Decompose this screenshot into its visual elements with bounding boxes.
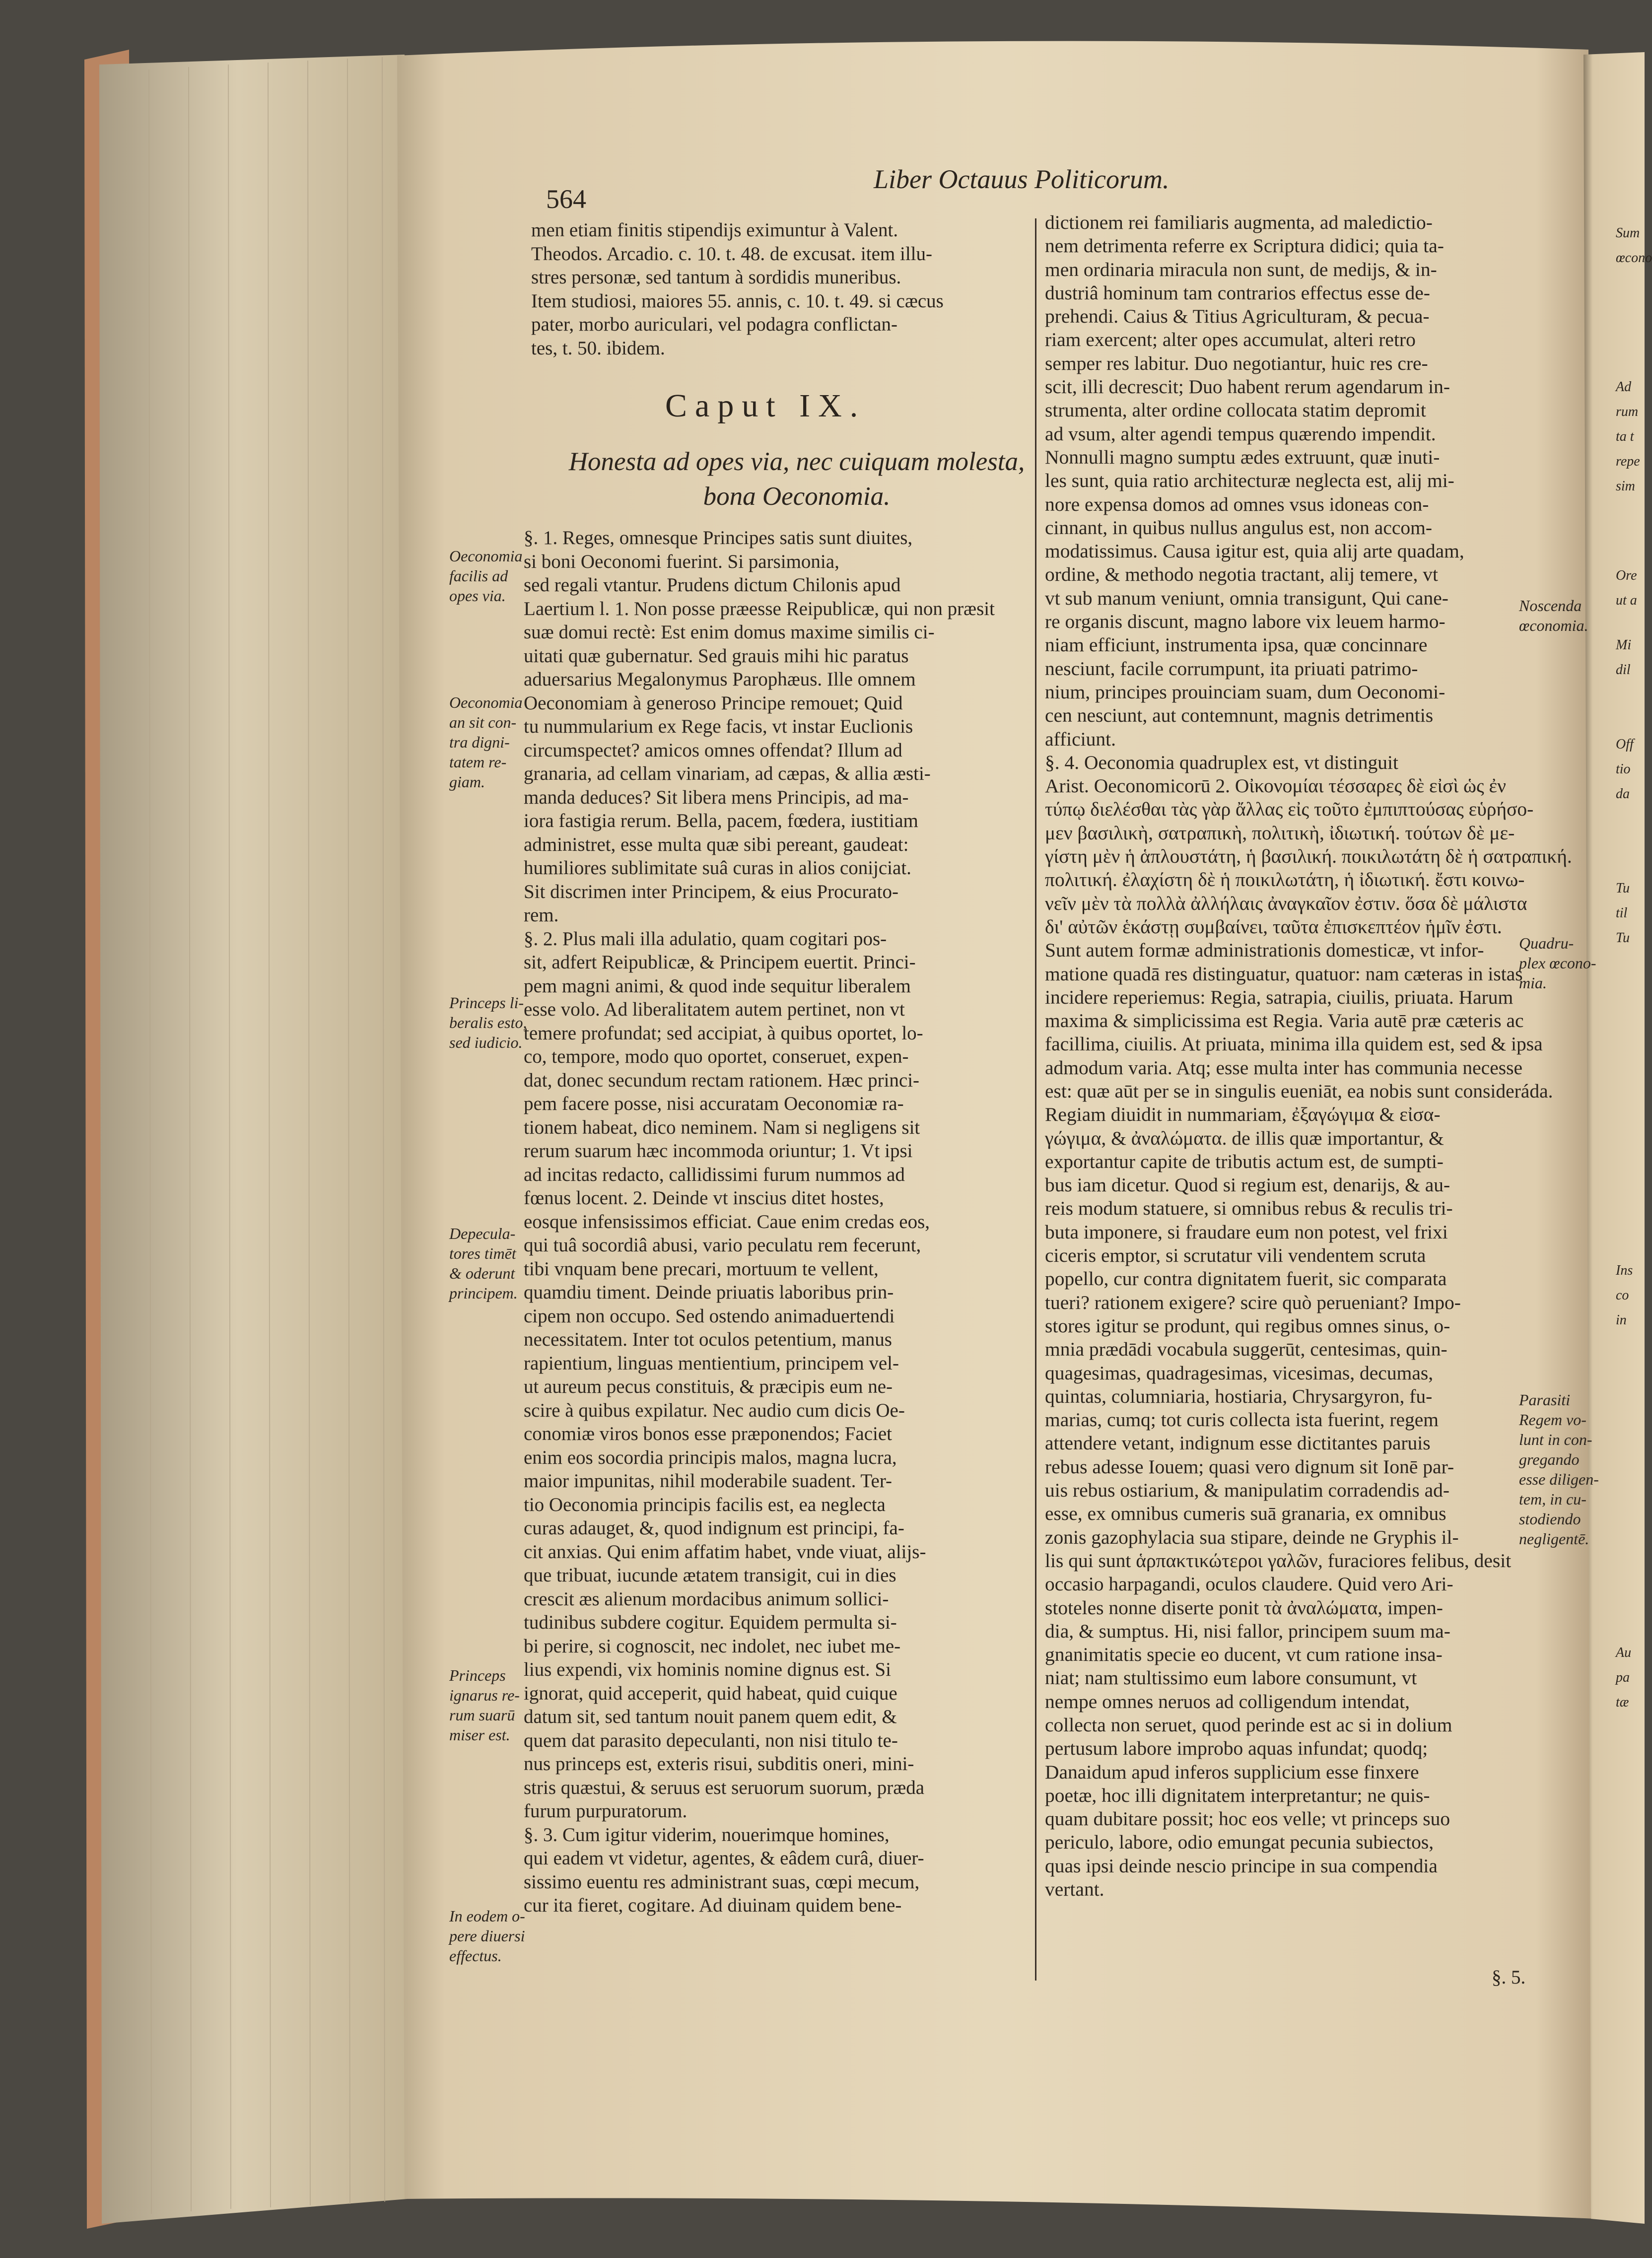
text-line: si boni Oeconomi fuerint. Si parsimonia, (524, 550, 839, 572)
text-line: Arist. Oeconomicorū 2. Οἰκονομίαι τέσσαρες δὲ εἰσὶ ὡς ἐν (1045, 775, 1507, 797)
text-line: men ordinaria miracula non sunt, de medijs, & in- (1045, 258, 1437, 280)
text-line: niam efficiunt, instrumenta ipsa, quæ concinnare (1045, 634, 1428, 656)
text-line: periculo, labore, odio emungat pecunia subiectos, (1045, 1831, 1434, 1853)
text-line: stris quæstui, & seruus est seruorum suorum, præda (524, 1777, 925, 1798)
marginal-note: Princeps ignarus re- rum suarū miser est. (449, 1666, 520, 1744)
marginal-note: Oeconomia facilis ad opes via. (449, 547, 523, 605)
text-line: nore expensa domos ad omnes vsus idoneas con- (1045, 493, 1429, 515)
facing-page-fragment: Ad (1616, 379, 1632, 395)
facing-page-fragment: in (1616, 1312, 1627, 1328)
text-line: semper res labitur. Duo negotiantur, huic res cre- (1045, 352, 1428, 374)
facing-page-fragment: co (1616, 1288, 1629, 1303)
catchword: §. 5. (1492, 1967, 1526, 1988)
text-line: qui tuâ socordiâ abusi, vario peculatu rem fecerunt, (524, 1234, 921, 1256)
text-line: cinnant, in quibus nullus angulus est, non accom- (1045, 516, 1433, 539)
text-line: tudinibus subdere cogitur. Equidem permulta si- (524, 1612, 897, 1633)
marginal-note: Princeps li- beralis esto, sed iudicio. (449, 994, 527, 1051)
text-line: lius expendi, vix hominis nomine dignus est. Si (524, 1659, 891, 1680)
text-line: datum sit, sed tantum nouit panem quem edit, & (524, 1706, 897, 1727)
facing-page-fragment: Mi (1616, 637, 1632, 653)
facing-page-fragment: til (1616, 905, 1628, 921)
text-line: Sit discrimen inter Principem, & eius Procurato- (524, 881, 898, 902)
text-line: nem detrimenta referre ex Scriptura didici; quia ta- (1045, 235, 1444, 257)
text-line: incidere reperiemus: Regia, satrapia, ciuilis, priuata. Harum (1045, 986, 1514, 1008)
marginal-note: Oeconomia an sit con- tra digni- tatem re- giam. (449, 693, 523, 791)
facing-page-fragment: Off (1616, 737, 1634, 752)
marginal-note: Parasiti Regem vo- lunt in con- gregando esse diligen- tem, in cu- stodiendo negligentē. (1519, 1391, 1599, 1548)
text-line: vt sub manum veniunt, omnia transigunt, Qui cane- (1045, 587, 1448, 609)
text-line: admodum varia. Atq; esse multa inter has communia necesse (1045, 1056, 1523, 1079)
facing-page-fragment: Au (1616, 1645, 1632, 1660)
text-line: ciceris emptor, si scrutatur vili vendentem scruta (1045, 1244, 1426, 1267)
text-line: quamdiu timent. Deinde priuatis laboribus prin- (524, 1282, 894, 1303)
text-line: quam dubitare possit; hoc eos velle; vt princeps suo (1045, 1808, 1450, 1830)
text-line: nesciunt, facile corrumpunt, ita priuati patrimo- (1045, 657, 1418, 680)
text-line: tes, t. 50. ibidem. (531, 337, 665, 359)
text-line: γώγιμα, & ἀναλώματα. de illis quæ importantur, & (1045, 1127, 1444, 1149)
text-line: tueri? rationem exigere? scire quò perueniant? Impo- (1045, 1291, 1461, 1313)
text-line: νεῖν μὲν τὰ πολλὰ ἀλλήλαις ἀναγκαῖον ἐστιν. ὅσα δὲ μάλιστα (1045, 892, 1527, 914)
text-line: ut aureum pecus constituis, & præcipis eum ne- (524, 1376, 893, 1397)
text-line: reis modum statuere, si omnibus rebus & reculis tri- (1045, 1197, 1453, 1220)
text-line: marias, cumq; tot curis collecta ista fuerint, regem (1045, 1409, 1439, 1431)
facing-page-fragment: Ore (1616, 568, 1637, 583)
facing-page-fragment: œcono (1616, 250, 1652, 266)
text-line: sissimo euentu res administrant suas, cœpi mecum, (524, 1871, 920, 1893)
text-line: scire à quibus expilatur. Nec audio cum dicis Oe- (524, 1399, 905, 1421)
text-line: πολιτική. ἐλαχίστη δὲ ἡ ποικιλωτάτη, ἡ ἰδιωτική. ἔστι κοινω- (1045, 869, 1525, 891)
text-line: buta imponere, si fraudare eum non potest, vel frixi (1045, 1221, 1448, 1243)
text-line: qui eadem vt videtur, agentes, & eâdem curâ, diuer- (524, 1847, 924, 1869)
text-line: stores igitur se produnt, qui regibus omnes sinus, o- (1045, 1314, 1450, 1337)
text-line: prehendi. Caius & Titius Agriculturam, & pecua- (1045, 305, 1430, 328)
text-line: granaria, ad cellam vinariam, ad cæpas, & allia æsti- (524, 763, 931, 784)
facing-page-fragment: dil (1616, 662, 1631, 678)
text-line: rapientium, linguas mentientium, principem vel- (524, 1352, 899, 1374)
text-line: Theodos. Arcadio. c. 10. t. 48. de excusat. item illu- (531, 243, 932, 265)
text-line: Laertium l. 1. Non posse præesse Reipublicæ, qui non præsit (524, 598, 995, 619)
text-line: co, tempore, modo quo oportet, conseruet, expen- (524, 1046, 909, 1067)
text-line: rem. (524, 904, 559, 926)
text-line: bus iam dicetur. Quod si regium est, denarijs, & au- (1045, 1174, 1450, 1196)
text-line: temere profundat; sed accipiat, à quibus oportet, lo- (524, 1022, 923, 1044)
text-line: cur ita fieret, cogitare. Ad diuinam quidem bene- (524, 1895, 902, 1916)
text-line: rerum suarum hæc incommoda oriuntur; 1. Vt ipsi (524, 1140, 913, 1162)
text-line: uis rebus ostiarium, & manipulatim corradendis ad- (1045, 1479, 1450, 1502)
text-line: poetæ, hoc illi dignitatem interpretantur; ne quis- (1045, 1784, 1430, 1806)
text-line: curas adauget, &, quod indignum est principi, fa- (524, 1517, 904, 1539)
facing-page-fragment: tio (1616, 761, 1631, 777)
text-line: ad incitas redacto, callidissimi furum nummos ad (524, 1163, 905, 1185)
text-line: uitati quæ gubernatur. Sed grauis mihi hic paratus (524, 645, 909, 667)
text-line: re organis discunt, magno labore vix leuem harmo- (1045, 611, 1446, 633)
text-line: ad vsum, alter agendi tempus quærendo impendit. (1045, 422, 1436, 445)
facing-page-fragment: Tu (1616, 881, 1630, 896)
text-line: rebus adesse Iouem; quasi vero dignum sit Ionē par- (1045, 1455, 1454, 1478)
facing-page-fragment: sim (1616, 479, 1635, 494)
text-line: enim eos socordia principis malos, magna lucra, (524, 1446, 897, 1468)
text-line: scit, illi decrescit; Duo habent rerum agendarum in- (1045, 376, 1450, 398)
text-line: δι' αὐτῶν ἑκάστῃ συμβαίνει, ταῦτα ἐπισκεπτέον ἡμῖν ἐστι. (1045, 915, 1502, 938)
text-line: pem facere posse, nisi accuratam Oeconomiæ ra- (524, 1093, 904, 1114)
text-line: tu nummularium ex Rege facis, vt instar Euclionis (524, 716, 913, 737)
text-line: Item studiosi, maiores 55. annis, c. 10. t. 49. si cæcus (531, 290, 944, 312)
text-line: manda deduces? Sit libera mens Principis, ad ma- (524, 786, 909, 808)
facing-page-fragment: Ins (1616, 1263, 1633, 1278)
text-line: modatissimus. Causa igitur est, quia alij arte quadam, (1045, 540, 1464, 562)
text-line: μεν βασιλικὴ, σατραπικὴ, πολιτικὴ, ἰδιωτική. τούτων δὲ με- (1045, 821, 1515, 844)
running-head: Liber Octauus Politicorum. (874, 164, 1170, 194)
text-line: tibi vnquam bene precari, mortuum te vellent, (524, 1258, 879, 1280)
text-line: τύπῳ διελέσθαι τὰς γὰρ ἄλλας εἰς τοῦτο ἐμπιπτούσας εὑρήσο- (1045, 798, 1534, 821)
text-line: furum purpuratorum. (524, 1800, 688, 1822)
text-line: cen nesciunt, aut contemnunt, magnis detrimentis (1045, 704, 1434, 727)
subtitle-line: Honesta ad opes via, nec cuiquam molesta, (568, 447, 1025, 476)
text-line: attendere vetant, indignum esse dictitantes paruis (1045, 1432, 1431, 1454)
text-line: nempe omnes neruos ad colligendum intendat, (1045, 1690, 1410, 1712)
text-line: Regiam diuidit in nummariam, ἐξαγώγιμα & εἰσα- (1045, 1103, 1441, 1126)
text-line: §. 3. Cum igitur viderim, nouerimque homines, (524, 1824, 890, 1846)
text-line: §. 2. Plus mali illa adulatio, quam cogitari pos- (524, 928, 887, 950)
text-line: exportantur capite de tributis actum est, de sumpti- (1045, 1150, 1444, 1172)
text-line: tio Oeconomia principis facilis est, ea neglecta (524, 1494, 886, 1515)
text-line: fœnus locent. 2. Deinde vt inscius ditet hostes, (524, 1187, 884, 1209)
facing-page-surface (1583, 52, 1645, 2224)
text-line: vertant. (1045, 1878, 1104, 1901)
subtitle-line: bona Oeconomia. (703, 482, 891, 511)
text-line: afficiunt. (1045, 728, 1116, 750)
facing-page-fragment: Sum (1616, 225, 1640, 241)
text-line: quem dat parasito depeculanti, non nisi titulo te- (524, 1729, 898, 1751)
text-line: Oeconomiam à generoso Principe remouet; Quid (524, 692, 903, 714)
text-line: niat; nam stultissimo eum labore consumunt, vt (1045, 1667, 1417, 1689)
text-line: facillima, ciuilis. At priuata, minima illa quidem est, sed & ipsa (1045, 1033, 1543, 1055)
text-line: stres personæ, sed tantum à sordidis muneribus. (531, 267, 901, 288)
marginal-note: Quadru- plex œcono- mia. (1519, 934, 1596, 992)
text-line: §. 1. Reges, omnesque Principes satis sunt diuites, (524, 527, 913, 548)
text-line: sit, adfert Reipublicæ, & Principem euertit. Princi- (524, 952, 916, 973)
text-line: necessitatem. Inter tot oculos petentium, manus (524, 1329, 892, 1350)
text-line: dustriâ hominum tam contrarios effectus esse de- (1045, 281, 1430, 304)
text-line: riam exercent; alter opes accumulat, alteri retro (1045, 329, 1416, 351)
marginal-note: Noscenda œconomia. (1519, 597, 1588, 634)
text-line: maxima & simplicissima est Regia. Varia autē præ cæteris ac (1045, 1010, 1524, 1032)
text-line: mnia prædādi vocabula suggerūt, centesimas, quin- (1045, 1338, 1447, 1361)
text-line: strumenta, alter ordine collocata statim depromit (1045, 399, 1426, 421)
chapter-subtitle (561, 444, 1032, 514)
page-number: 564 (546, 184, 586, 214)
right-column-text (1045, 211, 1572, 1901)
text-line: tionem habeat, dico neminem. Nam si negligens sit (524, 1116, 920, 1138)
text-line: matione quadā res distinguatur, quatuor: nam cæteras in istas (1045, 962, 1523, 985)
facing-page-fragment: ut a (1616, 593, 1637, 608)
text-line: cipem non occupo. Sed ostendo animaduertendi (524, 1305, 895, 1327)
text-line: nus princeps est, exteris risui, subditis oneri, mini- (524, 1753, 914, 1775)
text-line: est: quæ aūt per se in singulis eueniāt, ea nobis sunt consideráda. (1045, 1080, 1553, 1102)
text-line: §. 4. Oeconomia quadruplex est, vt distinguit (1045, 751, 1398, 773)
text-line: les sunt, quia ratio architecturæ neglecta est, alij mi- (1045, 470, 1454, 492)
text-line: ignorat, quid acceperit, quid habeat, quid cuique (524, 1682, 897, 1704)
text-line: γίστη μὲν ἡ ἁπλουστάτη, ἡ βασιλική. ποικιλωτάτη δὲ ἡ σατραπική. (1045, 845, 1572, 868)
text-line: dat, donec secundum rectam rationem. Hæc princi- (524, 1069, 920, 1091)
text-line: zonis gazophylacia sua stipare, deinde ne Gryphis il- (1045, 1526, 1459, 1548)
marginal-note: Depecula- tores timēt & oderunt principem. (449, 1225, 518, 1302)
text-line: dictionem rei familiaris augmenta, ad maledictio- (1045, 211, 1433, 233)
text-line: humiliores sublimitate suâ curas in alios conijciat. (524, 857, 911, 879)
text-line: quas ipsi deinde nescio principe in sua compendia (1045, 1854, 1438, 1877)
text-line: men etiam finitis stipendijs eximuntur à Valent. (531, 219, 898, 241)
text-line: quagesimas, quadragesimas, vicesimas, decumas, (1045, 1362, 1434, 1384)
text-line: maior impunitas, nihil moderabile suadent. Ter- (524, 1470, 893, 1492)
text-line: conomiæ viros bonos esse præponendos; Faciet (524, 1423, 893, 1444)
text-line: pater, morbo auriculari, vel podagra conflictan- (531, 314, 898, 335)
text-line: crescit æs alienum mordacibus animum sollici- (524, 1588, 889, 1610)
left-column-text (524, 526, 995, 1917)
column-divider (1035, 218, 1036, 1981)
text-line: ordine, & methodo negotia tractant, alij temere, vt (1045, 563, 1438, 586)
text-line: Danaidum apud inferos supplicium esse finxere (1045, 1761, 1419, 1783)
text-line: circumspectet? amicos omnes offendat? Illum ad (524, 739, 902, 761)
text-line: quintas, columniaria, hostiaria, Chrysargyron, fu- (1045, 1385, 1433, 1407)
text-line: occasio harpagandi, oculos claudere. Quid vero Ari- (1045, 1573, 1453, 1595)
chapter-heading: Caput IX. (665, 388, 866, 424)
text-line: Nonnulli magno sumptu ædes extruunt, quæ inuti- (1045, 446, 1440, 468)
text-line: administret, esse multa quæ sibi pereant, gaudeat: (524, 833, 909, 855)
text-line: esse volo. Ad liberalitatem autem pertinet, non vt (524, 999, 905, 1020)
left-column-top-text (531, 218, 944, 360)
text-line: pem magni animi, & quod inde sequitur liberalem (524, 975, 911, 997)
text-line: que tribuat, iucunde ætatem transigit, cui in dies (524, 1565, 896, 1586)
facing-page-fragment: pa (1616, 1670, 1630, 1685)
text-line: gnanimitatis specie eo ducent, vt cum ratione insa- (1045, 1643, 1443, 1666)
text-line: suæ domui rectè: Est enim domus maxime similis ci- (524, 621, 935, 643)
text-block-edge (99, 55, 407, 2224)
text-line: lis qui sunt ἁρπακτικώτεροι γαλῶν, furaciores felibus, desit (1045, 1549, 1512, 1572)
text-line: iora fastigia rerum. Bella, pacem, fœdera, iustitiam (524, 810, 918, 831)
marginal-note: In eodem o- pere diuersi effectus. (449, 1907, 525, 1965)
text-line: collecta non seruet, quod perinde est ac si in dolium (1045, 1714, 1452, 1736)
facing-page-fragment: ta t (1616, 429, 1634, 444)
text-line: nium, principes prouinciam suam, dum Oeconomi- (1045, 681, 1446, 703)
text-line: eosque infensissimos efficiat. Caue enim credas eos, (524, 1211, 930, 1232)
facing-page-fragment: tæ (1616, 1695, 1629, 1710)
text-line: cit anxias. Qui enim affatim habet, vnde viuat, alijs- (524, 1541, 926, 1563)
text-line: aduersarius Megalonymus Parophæus. Ille omnem (524, 669, 916, 690)
text-line: stoteles nonne diserte ponit τὰ ἀναλώματα, impen- (1045, 1596, 1443, 1619)
facing-page-fragment: da (1616, 786, 1630, 802)
text-line: sed regali vtantur. Prudens dictum Chilonis apud (524, 574, 901, 596)
text-line: pertusum labore improbo aquas infundat; quodq; (1045, 1737, 1428, 1760)
text-line: dia, & sumptus. Hi, nisi fallor, principem suum ma- (1045, 1620, 1450, 1642)
facing-page-fragment: rum (1616, 404, 1639, 419)
facing-page-fragment: repe (1616, 454, 1640, 469)
text-line: Sunt autem formæ administrationis domesticæ, vt infor- (1045, 939, 1484, 961)
text-line: bi perire, si cognoscit, nec indolet, nec iubet me- (524, 1635, 901, 1657)
text-line: popello, cur contra dignitatem fuerit, sic comparata (1045, 1268, 1447, 1290)
text-line: esse, ex omnibus cumeris suā granaria, ex omnibus (1045, 1503, 1446, 1525)
facing-page-fragment: Tu (1616, 930, 1630, 946)
